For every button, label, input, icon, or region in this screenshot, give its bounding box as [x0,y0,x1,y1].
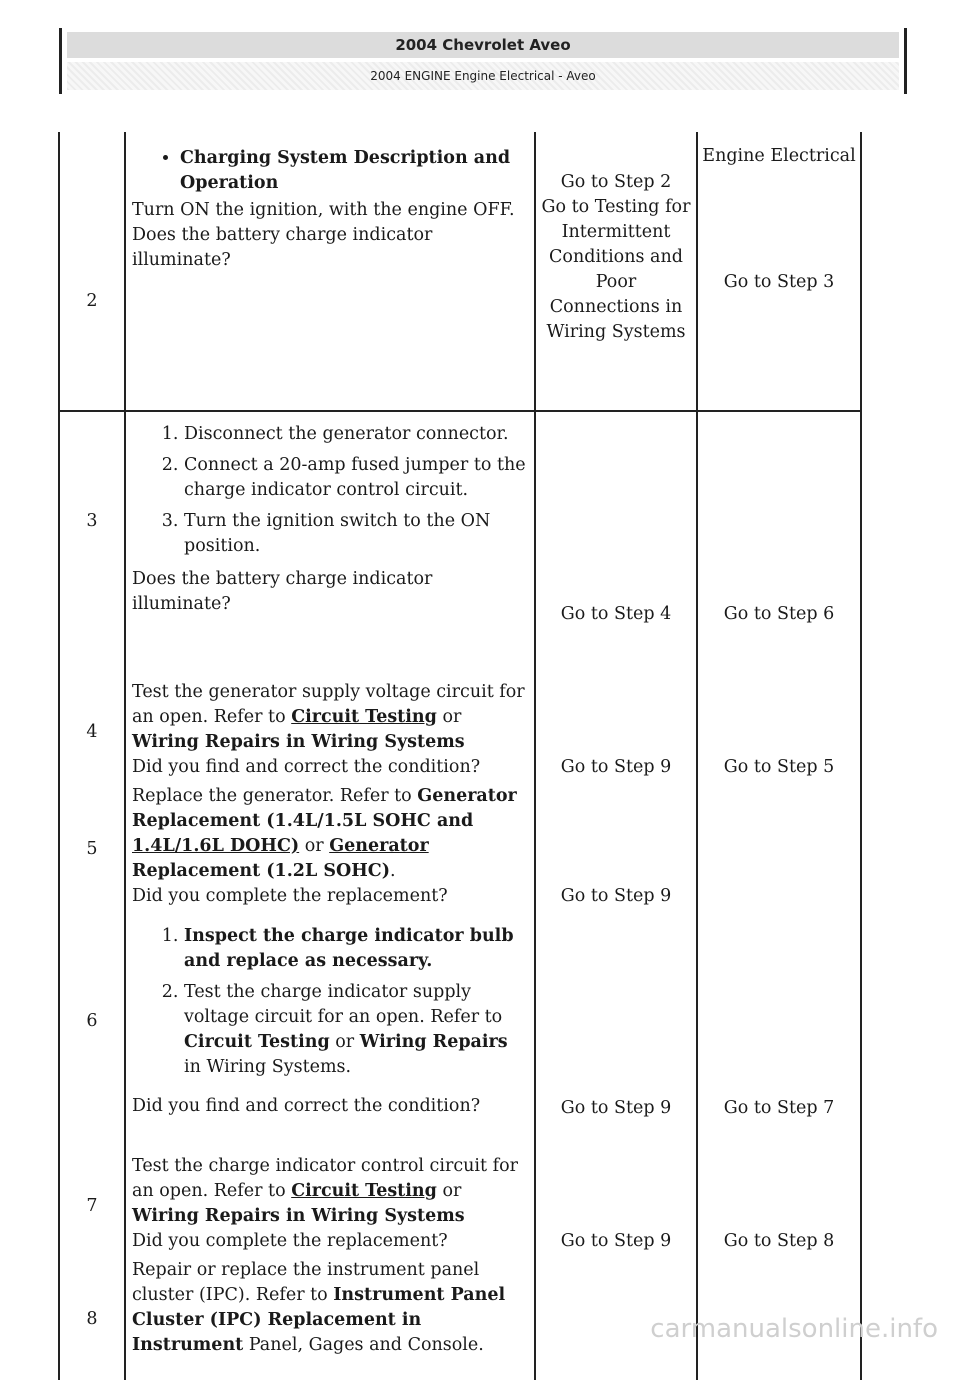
table-row [59,784,861,914]
question-text: Did you find and correct the condition? [132,1096,481,1116]
generator-link[interactable]: Generator [329,836,429,856]
action-cell [125,411,535,680]
list-item: 2. Test the charge indicator supply voltage circuit for an open. Refer to Circuit Testing or Wiring Repairs in Wiring Systems. [184,980,530,1080]
list-item: 2. Connect a 20-amp fused jumper to the charge indicator control circuit. [184,453,530,503]
step-number: 5 [59,784,125,914]
no-link[interactable]: Go to Step 8 [723,1231,835,1251]
yes-cell [535,132,697,411]
action-cell [125,1258,535,1380]
no-cell [697,1154,861,1258]
yes-link[interactable]: Go to Step 9 [560,886,672,906]
question-text: Did you complete the replacement? [132,1231,448,1251]
no-cell [697,784,861,914]
generator-replacement-link[interactable]: 1.4L/1.6L DOHC) [132,836,300,856]
yes-link[interactable]: Go to Step 9 [560,1231,672,1251]
no-link[interactable]: Engine Electrical [702,146,856,166]
yes-cell [535,784,697,914]
table-row [59,132,861,411]
circuit-testing-link[interactable]: Circuit Testing [291,1181,437,1201]
step-number: 8 [59,1258,125,1380]
table-row [59,680,861,784]
no-link[interactable]: Go to Step 7 [723,1098,835,1118]
yes-link[interactable]: Go to Step 9 [560,1098,672,1118]
no-link[interactable]: Go to Step 6 [723,604,835,624]
instruction-text: Replace the generator. Refer to Generator Replacement (1.4L/1.5L SOHC and 1.4L/1.6L DOHC) or Generator Replacement (1.2L SOHC). [132,786,517,881]
no-cell [697,132,861,411]
list-item: 3. Turn the ignition switch to the ON position. [184,509,530,559]
instruction-text: Test the charge indicator control circuit for an open. Refer to Circuit Testing or Wiring Repairs in Wiring Systems [132,1156,518,1226]
yes-link[interactable]: Go to Testing for Intermittent Conditions and Poor Connections in Wiring Systems [541,197,691,342]
step-number: 4 [59,680,125,784]
bullet-item: • Charging System Description and Operation [180,146,530,196]
bullet-list [132,146,530,196]
instruction-text: Test the generator supply voltage circuit for an open. Refer to Circuit Testing or Wiring Repairs in Wiring Systems [132,682,525,752]
no-cell [697,411,861,680]
header-subtitle: 2004 ENGINE Engine Electrical - Aveo [67,62,899,90]
no-link[interactable]: Go to Step 3 [723,272,835,292]
yes-cell [535,411,697,680]
question-text: Turn ON the ignition, with the engine OFF. Does the battery charge indicator illuminate? [132,200,515,270]
question-text: Does the battery charge indicator illuminate? [132,569,433,614]
yes-link[interactable]: Go to Step 2 [560,172,672,192]
table-row [59,914,861,1154]
no-link[interactable]: Go to Step 5 [723,757,835,777]
numbered-list [132,422,530,559]
no-cell [697,680,861,784]
action-cell [125,132,535,411]
step-number: 3 [59,411,125,680]
question-text: Did you find and correct the condition? [132,757,481,777]
page-header [59,28,907,94]
header-title: 2004 Chevrolet Aveo [67,32,899,58]
watermark-footer: carmanualsonline.info [650,1314,938,1344]
circuit-testing-link[interactable]: Circuit Testing [291,707,437,727]
action-cell [125,680,535,784]
step-number: 6 [59,914,125,1154]
no-cell [697,914,861,1154]
numbered-list [132,924,530,1080]
yes-cell [535,680,697,784]
action-cell [125,914,535,1154]
diagnostic-table [58,132,862,1380]
action-cell [125,1154,535,1258]
action-cell [125,784,535,914]
table-row [59,1154,861,1258]
yes-link[interactable]: Go to Step 4 [560,604,672,624]
list-item: 1. Disconnect the generator connector. [184,422,530,447]
yes-cell [535,1154,697,1258]
step-number: 2 [59,132,125,411]
question-text: Did you complete the replacement? [132,886,448,906]
table-row [59,411,861,680]
instruction-text: Repair or replace the instrument panel cluster (IPC). Refer to Instrument Panel Cluster (IPC) Replacement in Instrument Panel, Gages and Console. [132,1260,506,1355]
yes-cell [535,914,697,1154]
yes-link[interactable]: Go to Step 9 [560,757,672,777]
list-item: 1. Inspect the charge indicator bulb and replace as necessary. [184,924,530,974]
step-number: 7 [59,1154,125,1258]
